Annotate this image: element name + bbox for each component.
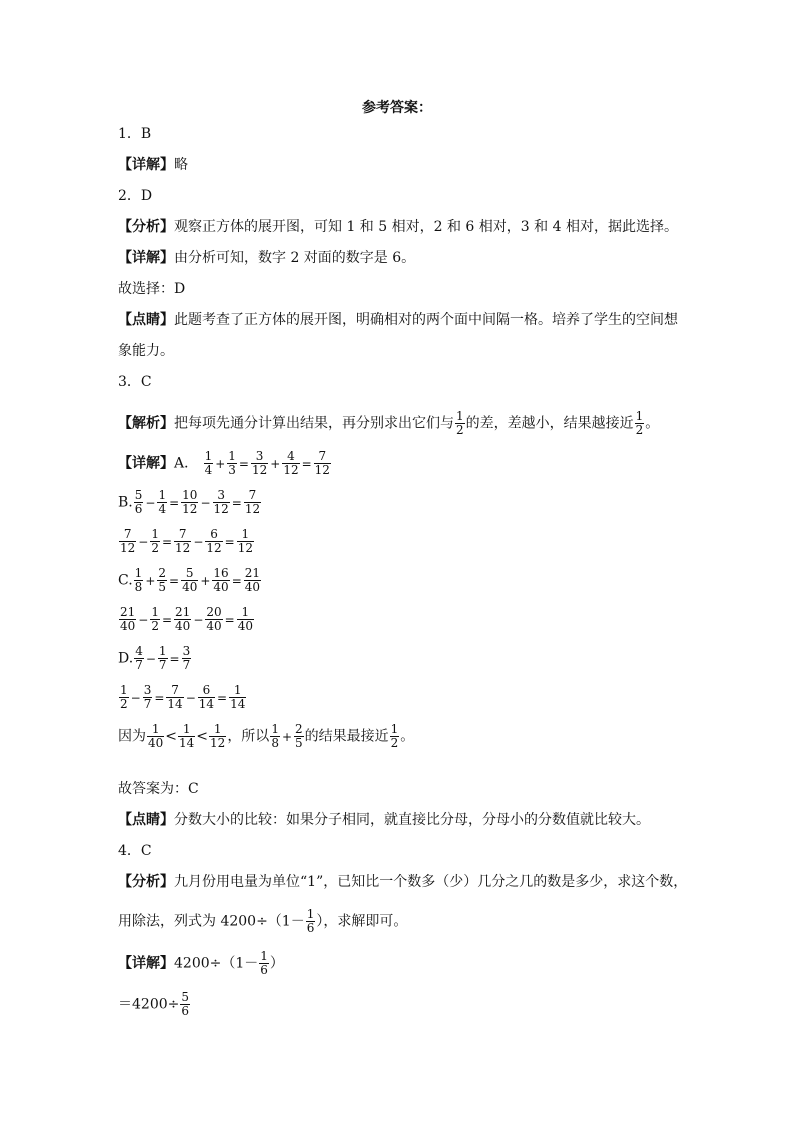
- numerator: 1: [147, 723, 164, 737]
- fraction: [143, 684, 153, 711]
- q2-choice: 故选择：D: [118, 281, 186, 297]
- math-operator: =: [169, 651, 180, 666]
- text-segment: B.: [118, 494, 133, 511]
- numerator: 1: [151, 527, 159, 541]
- fraction: [259, 950, 269, 977]
- q4-step: [118, 991, 191, 1018]
- text-segment: 。: [400, 728, 415, 745]
- fraction: [182, 645, 192, 672]
- numerator: 7: [166, 684, 183, 698]
- denominator: 4: [204, 463, 213, 477]
- fraction: [119, 684, 129, 711]
- fraction: [158, 645, 168, 672]
- fraction: [198, 684, 215, 711]
- math-operator: −: [138, 612, 149, 627]
- q2-detail: [118, 248, 415, 268]
- analysis-tag: 【分析】: [118, 874, 174, 890]
- numerator: 6: [198, 684, 215, 698]
- fraction: [237, 528, 254, 555]
- fraction: [244, 489, 261, 516]
- denominator: 2: [120, 697, 128, 711]
- q3-answer: 故答案为：C: [118, 781, 199, 797]
- denominator: 8: [134, 580, 143, 594]
- text-segment: 用除法，列式为 4200÷（1－: [118, 913, 305, 930]
- fraction: [174, 528, 191, 555]
- math-operator: +: [281, 729, 293, 744]
- denominator: 12: [237, 541, 254, 555]
- analysis-text: 九月份用电量为单位“1”，已知比一个数多（少）几分之几的数是多少，求这个数，: [174, 874, 688, 890]
- numerator: 10: [182, 488, 198, 502]
- denominator: 5: [295, 736, 303, 750]
- math-operator: =: [224, 612, 235, 627]
- denominator: 12: [182, 502, 198, 516]
- fraction: [294, 723, 304, 750]
- math-operator: −: [138, 534, 149, 549]
- fraction: [635, 410, 645, 437]
- fraction: [237, 606, 254, 633]
- denominator: 12: [213, 502, 229, 516]
- denominator: 8: [271, 736, 279, 750]
- fraction: [314, 450, 331, 477]
- numerator: 1: [158, 488, 167, 502]
- q4-analysis-continued: [118, 908, 407, 935]
- numerator: 7: [314, 450, 331, 464]
- numerator: 1: [237, 606, 254, 620]
- fraction: [178, 723, 195, 750]
- numerator: 1: [271, 722, 279, 736]
- text-segment: <: [196, 728, 209, 745]
- q3-option-d-diff: [118, 684, 247, 711]
- page-title: 参考答案：: [362, 100, 432, 116]
- fraction: [181, 489, 198, 516]
- analysis-text: 观察正方体的展开图，可知 1 和 5 相对，2 和 6 相对，3 和 4 相对，据此选择。: [174, 219, 678, 235]
- denominator: 40: [148, 736, 164, 750]
- math-operator: =: [161, 612, 173, 627]
- text-segment: ），求解即可。: [316, 913, 408, 930]
- fraction: [204, 450, 214, 477]
- text-segment: 。: [645, 415, 660, 432]
- numerator: 1: [134, 566, 143, 580]
- text-segment: 的结果最接近: [304, 728, 389, 745]
- numerator: 21: [244, 566, 261, 580]
- denominator: 12: [210, 736, 226, 750]
- numerator: 1: [237, 528, 254, 542]
- denominator: 7: [135, 658, 143, 672]
- denominator: 3: [228, 463, 236, 477]
- fraction: [147, 723, 164, 750]
- fraction: [157, 489, 167, 516]
- q3-analysis: [118, 410, 659, 437]
- q3-number: 3．C: [118, 374, 152, 390]
- fraction: [174, 606, 191, 633]
- math-operator: −: [145, 495, 156, 510]
- numerator: 3: [251, 450, 268, 464]
- fraction: [150, 528, 160, 555]
- detail-text: 略: [174, 157, 188, 173]
- denominator: 40: [120, 619, 136, 633]
- math-operator: =: [238, 456, 249, 471]
- fraction: [251, 450, 268, 477]
- denominator: 40: [175, 619, 191, 633]
- numerator: 1: [390, 722, 399, 736]
- numerator: 1: [228, 449, 236, 463]
- fraction: [119, 606, 136, 633]
- denominator: 12: [206, 541, 222, 555]
- q3-option-c: [118, 567, 262, 594]
- math-operator: +: [270, 456, 281, 471]
- q4-detail: [118, 950, 284, 977]
- detail-tag: 【详解】: [118, 157, 174, 173]
- tip-text: 分数大小的比较：如果分子相同，就直接比分母，分母小的分数值就比较大。: [174, 812, 650, 828]
- fraction: [212, 567, 229, 594]
- numerator: 7: [244, 489, 261, 503]
- fraction: [205, 528, 222, 555]
- denominator: 12: [314, 463, 330, 477]
- numerator: 2: [158, 566, 167, 580]
- math-operator: −: [145, 651, 156, 666]
- math-operator: +: [145, 573, 156, 588]
- denominator: 2: [151, 541, 159, 555]
- math-operator: +: [200, 573, 211, 588]
- numerator: 1: [456, 409, 464, 423]
- fraction: [181, 567, 198, 594]
- detail-tag: 【详解】: [118, 455, 174, 472]
- numerator: 3: [213, 489, 230, 503]
- denominator: 14: [179, 736, 195, 750]
- q1-detail: [118, 155, 188, 175]
- q3-detail-option-a: [118, 450, 332, 477]
- fraction: [282, 450, 299, 477]
- math-operator: =: [169, 495, 180, 510]
- numerator: 4: [135, 644, 143, 658]
- analysis-tag: 【解析】: [118, 415, 174, 432]
- fraction: [134, 645, 144, 672]
- denominator: 12: [244, 502, 261, 516]
- denominator: 2: [151, 619, 159, 633]
- detail-tag: 【详解】: [118, 955, 174, 972]
- text-segment: ，所以: [227, 728, 270, 745]
- fraction: [166, 684, 183, 711]
- denominator: 14: [167, 697, 183, 711]
- numerator: 21: [120, 605, 136, 619]
- numerator: 1: [229, 684, 246, 698]
- denominator: 12: [175, 541, 191, 555]
- text-segment: D.: [118, 650, 134, 667]
- denominator: 12: [283, 463, 299, 477]
- q2-analysis: [118, 217, 678, 237]
- fraction: [134, 567, 144, 594]
- denominator: 2: [635, 423, 644, 437]
- numerator: 7: [174, 528, 191, 542]
- denominator: 40: [237, 619, 254, 633]
- math-operator: =: [231, 573, 242, 588]
- numerator: 1: [158, 644, 167, 658]
- q3-option-c-diff: [118, 606, 255, 633]
- denominator: 6: [134, 502, 143, 516]
- math-operator: −: [193, 612, 204, 627]
- q3-tip: [118, 810, 650, 830]
- math-operator: =: [154, 690, 165, 705]
- q4-analysis: [118, 872, 687, 892]
- text-segment: 因为: [118, 728, 146, 745]
- numerator: 5: [181, 990, 189, 1004]
- denominator: 6: [260, 963, 268, 977]
- denominator: 6: [181, 1004, 189, 1018]
- denominator: 40: [244, 580, 261, 594]
- q2-tip-continued: 象能力。: [118, 343, 174, 359]
- text-segment: 4200÷（1－: [174, 955, 259, 972]
- math-operator: =: [169, 573, 180, 588]
- denominator: 2: [390, 736, 399, 750]
- numerator: 3: [143, 683, 152, 697]
- math-operator: +: [215, 456, 226, 471]
- fraction: [209, 723, 226, 750]
- math-operator: −: [193, 534, 204, 549]
- detail-tag: 【详解】: [118, 250, 174, 266]
- fraction: [244, 567, 261, 594]
- numerator: 1: [151, 605, 159, 619]
- text-segment: A．: [174, 455, 199, 472]
- math-operator: =: [224, 534, 235, 549]
- fraction: [150, 606, 160, 633]
- q3-comparison: [118, 723, 414, 750]
- tip-tag: 【点睛】: [118, 812, 174, 828]
- numerator: 1: [204, 449, 213, 463]
- fraction: [180, 991, 190, 1018]
- denominator: 2: [456, 423, 464, 437]
- fraction: [213, 489, 230, 516]
- numerator: 16: [213, 566, 229, 580]
- denominator: 40: [206, 619, 222, 633]
- denominator: 6: [306, 921, 315, 935]
- math-operator: −: [185, 690, 196, 705]
- denominator: 12: [251, 463, 268, 477]
- q3-option-d: [118, 645, 192, 672]
- math-operator: =: [301, 456, 312, 471]
- text-segment: ）: [269, 955, 284, 972]
- numerator: 6: [205, 528, 222, 542]
- denominator: 14: [198, 697, 215, 711]
- numerator: 5: [181, 567, 198, 581]
- fraction: [157, 567, 167, 594]
- q3-option-b: [118, 489, 262, 516]
- numerator: 5: [134, 488, 143, 502]
- q2-number: 2．D: [118, 188, 153, 204]
- text-segment: ＝4200÷: [118, 996, 180, 1013]
- fraction: [205, 606, 222, 633]
- fraction: [455, 410, 465, 437]
- denominator: 40: [213, 580, 229, 594]
- q1-number: 1．B: [118, 126, 152, 142]
- math-operator: =: [217, 690, 228, 705]
- numerator: 1: [635, 409, 644, 423]
- q2-tip: [118, 310, 678, 330]
- denominator: 4: [158, 502, 167, 516]
- numerator: 1: [178, 723, 195, 737]
- math-operator: −: [200, 495, 211, 510]
- q3-option-b-diff: [118, 528, 255, 555]
- text-segment: <: [165, 728, 178, 745]
- fraction: [306, 908, 316, 935]
- denominator: 14: [230, 697, 246, 711]
- denominator: 7: [143, 697, 152, 711]
- analysis-text: 的差，差越小，结果越接近: [465, 415, 634, 432]
- numerator: 20: [206, 605, 222, 619]
- tip-text: 此题考查了正方体的展开图，明确相对的两个面中间隔一格。培养了学生的空间想: [174, 312, 678, 328]
- fraction: [134, 489, 144, 516]
- math-operator: =: [161, 534, 173, 549]
- math-operator: −: [130, 690, 141, 705]
- text-segment: C.: [118, 572, 133, 589]
- numerator: 3: [182, 644, 191, 658]
- numerator: 7: [119, 528, 136, 542]
- fraction: [227, 450, 237, 477]
- fraction: [119, 528, 136, 555]
- numerator: 1: [306, 907, 315, 921]
- fraction: [229, 684, 246, 711]
- tip-tag: 【点睛】: [118, 312, 174, 328]
- denominator: 5: [158, 580, 167, 594]
- numerator: 1: [209, 723, 226, 737]
- analysis-text: 把每项先通分计算出结果，再分别求出它们与: [174, 415, 454, 432]
- denominator: 40: [182, 580, 198, 594]
- denominator: 7: [182, 658, 191, 672]
- fraction: [270, 723, 280, 750]
- denominator: 7: [158, 658, 167, 672]
- q4-number: 4．C: [118, 843, 152, 859]
- detail-text: 由分析可知，数字 2 对面的数字是 6。: [174, 250, 416, 266]
- numerator: 4: [282, 450, 299, 464]
- numerator: 1: [120, 683, 128, 697]
- numerator: 21: [175, 605, 191, 619]
- numerator: 1: [260, 949, 268, 963]
- numerator: 2: [295, 722, 303, 736]
- denominator: 12: [120, 541, 136, 555]
- analysis-tag: 【分析】: [118, 219, 174, 235]
- fraction: [390, 723, 400, 750]
- math-operator: =: [231, 495, 242, 510]
